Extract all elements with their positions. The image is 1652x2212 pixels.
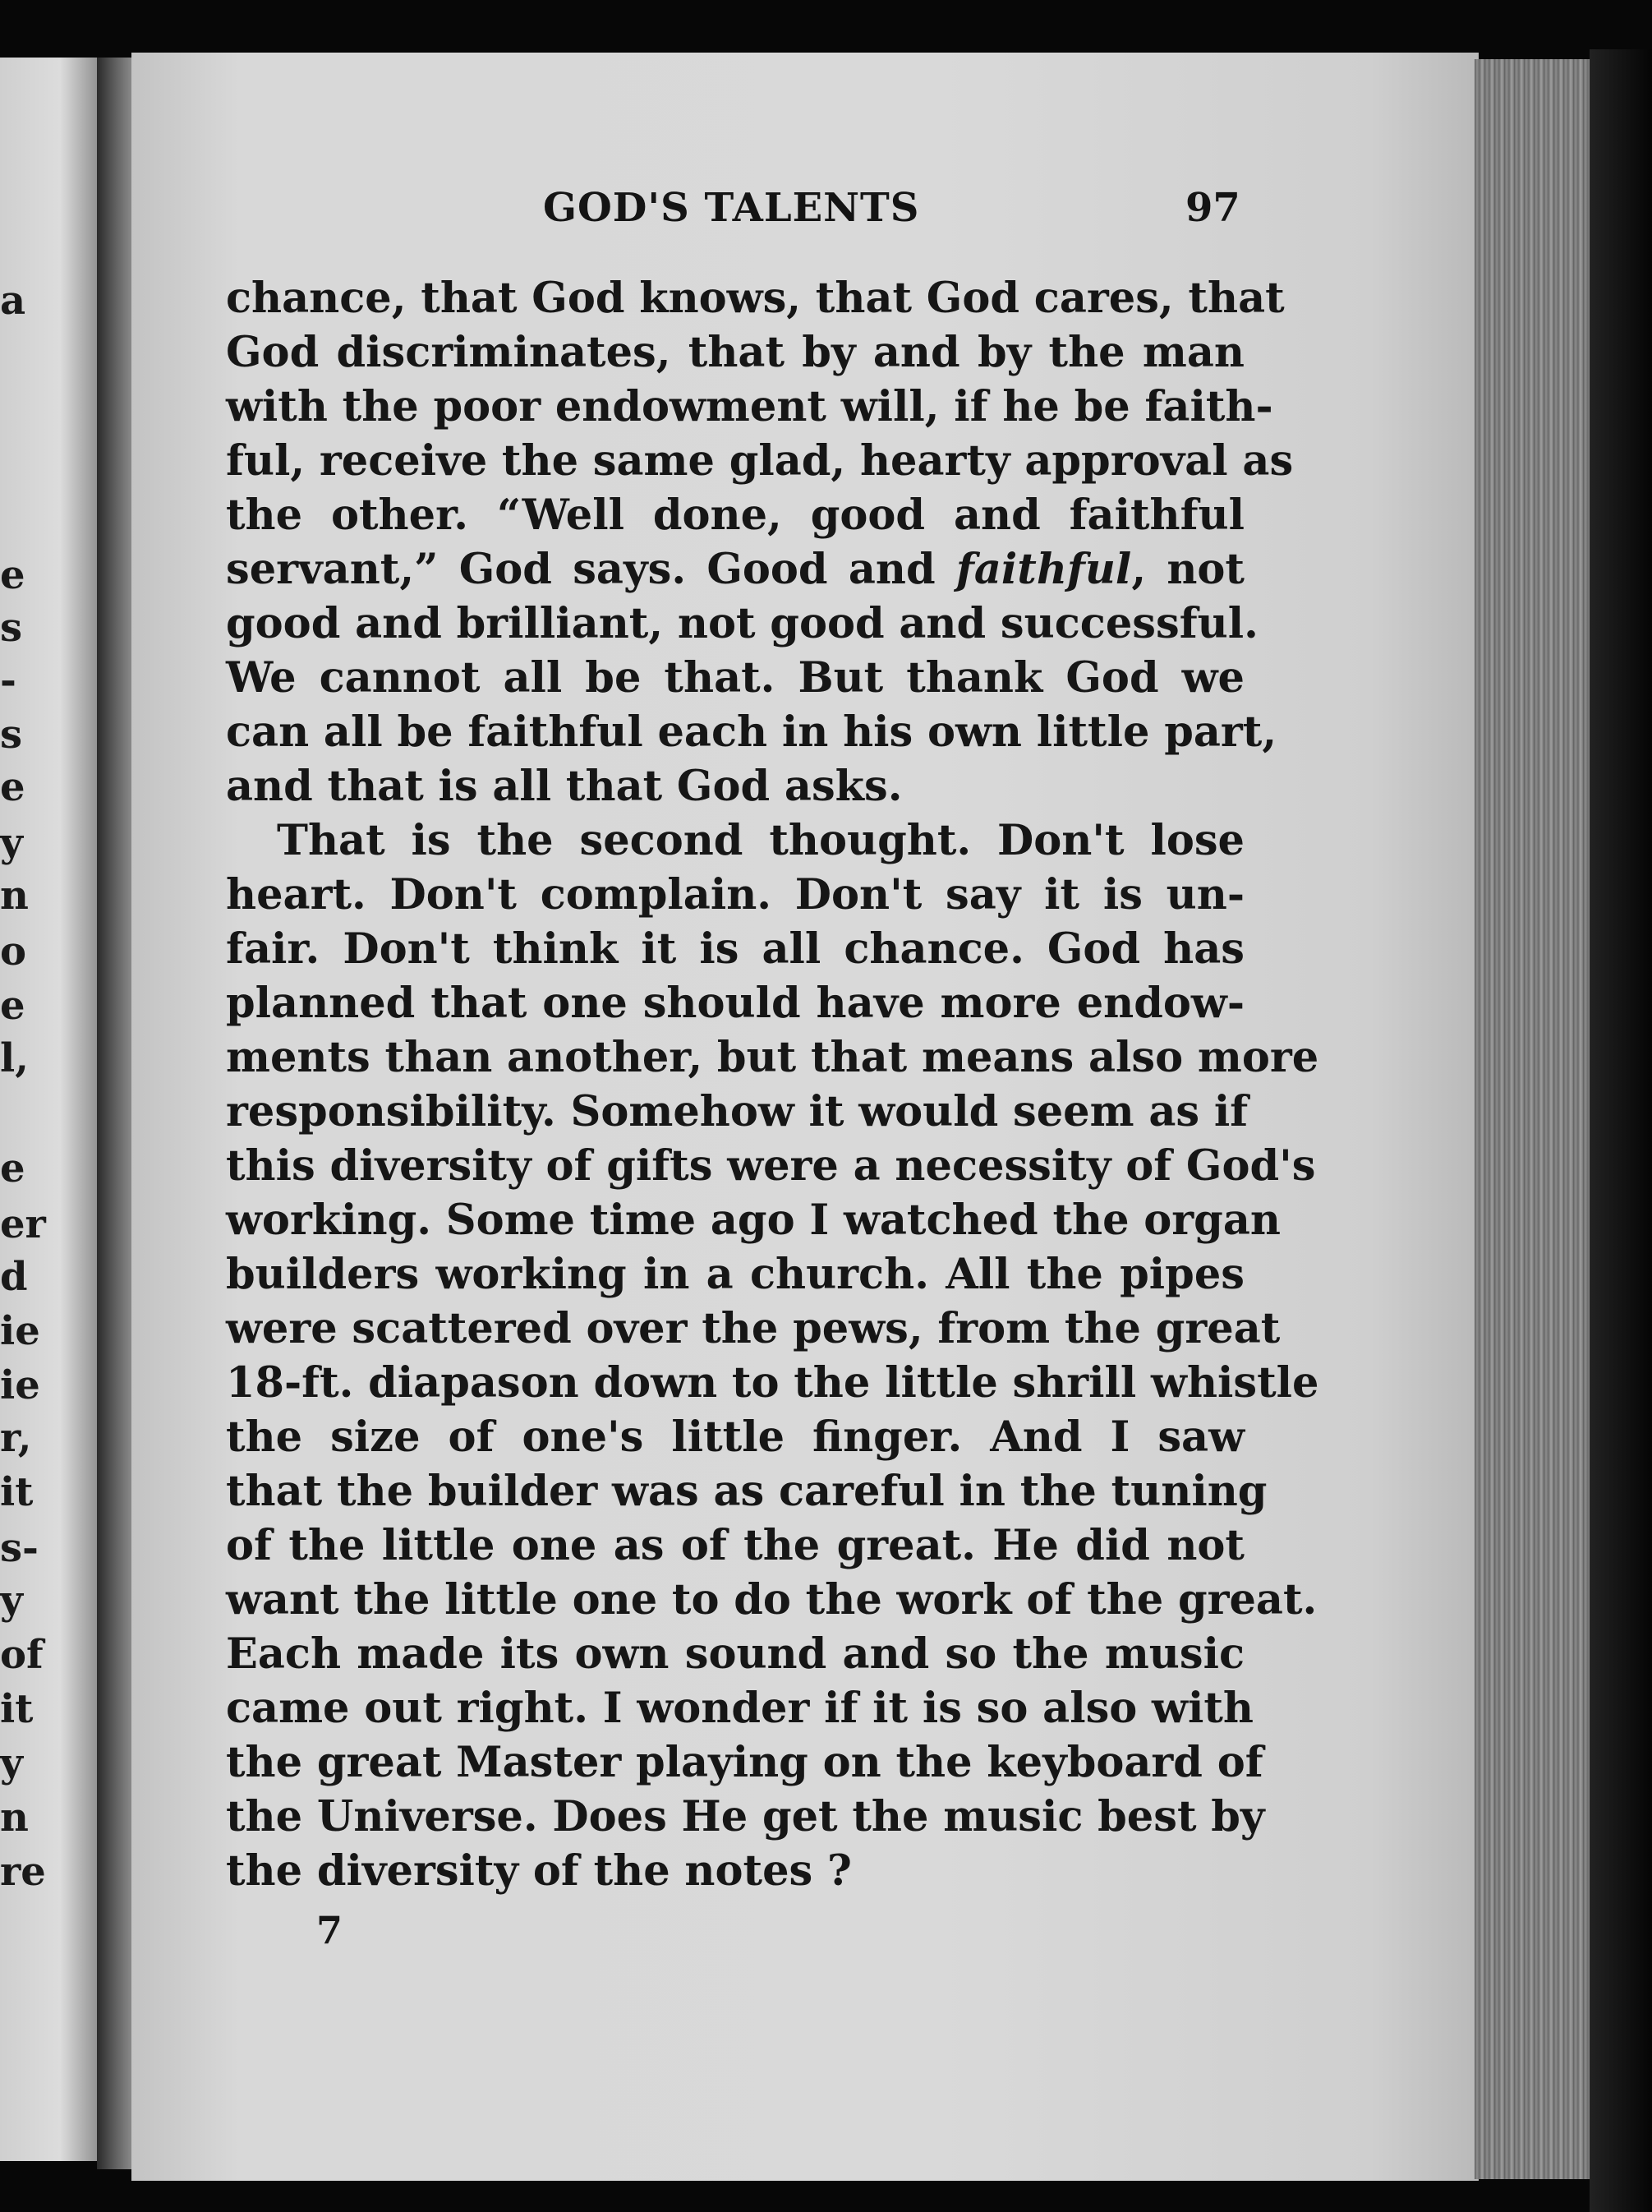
text-line-paragraph-end: and that is all that God asks. (226, 762, 903, 811)
facing-page-fragment: e (0, 552, 25, 598)
facing-page-fragment: ie (0, 1362, 40, 1408)
text-line: that the builder was as careful in the tuning (226, 1467, 1268, 1516)
facing-page-edge (0, 58, 100, 2161)
text-line: with the poor endowment will, if he be faith- (226, 382, 1273, 431)
facing-page-fragment: of (0, 1632, 44, 1678)
facing-page-fragment: r, (0, 1415, 32, 1461)
facing-page-fragment: e (0, 1145, 25, 1191)
signature-mark: 7 (316, 1908, 343, 1952)
text-line: chance, that God knows, that God cares, that (226, 274, 1285, 323)
text-line-paragraph-start: That is the second thought. Don't lose (277, 816, 1245, 865)
facing-page-fragment: re (0, 1849, 46, 1895)
facing-page-fragment: s (0, 712, 23, 758)
text-line: builders working in a church. All the pipes (226, 1250, 1245, 1299)
text-line: We cannot all be that. But thank God we (226, 653, 1245, 703)
text-line: working. Some time ago I watched the organ (226, 1196, 1281, 1245)
text-line: ments than another, but that means also more (226, 1033, 1319, 1082)
text-line: can all be faithful each in his own little part, (226, 707, 1277, 757)
facing-page-fragment: s- (0, 1525, 39, 1571)
text-line: of the little one as of the great. He did not (226, 1521, 1245, 1570)
text-line: Each made its own sound and so the music (226, 1629, 1245, 1679)
text-line: the great Master playing on the keyboard of (226, 1738, 1263, 1787)
text-line: servant,” God says. Good and faithful, not (226, 545, 1245, 594)
facing-page-fragment: a (0, 278, 26, 324)
running-head: GOD'S TALENTS (543, 185, 920, 231)
text-line: want the little one to do the work of the great. (226, 1575, 1318, 1624)
text-line: heart. Don't complain. Don't say it is un- (226, 870, 1245, 919)
text-line: responsibility. Somehow it would seem as if (226, 1087, 1249, 1136)
text-line-paragraph-end: the diversity of the notes ? (226, 1846, 852, 1896)
facing-page-fragment: y (0, 820, 23, 866)
page-number: 97 (1185, 185, 1240, 231)
text-line: good and brilliant, not good and successful. (226, 599, 1259, 648)
page-edges-shadow (1590, 49, 1652, 2212)
facing-page-fragment: er (0, 1201, 46, 1247)
text-line: God discriminates, that by and by the man (226, 328, 1245, 377)
facing-page-fragment: ie (0, 1308, 40, 1354)
facing-page-fragment: it (0, 1469, 34, 1515)
text-line: fair. Don't think it is all chance. God has (226, 924, 1245, 974)
page-edges (1475, 59, 1590, 2179)
text-line: the Universe. Does He get the music best by (226, 1792, 1265, 1841)
facing-page-fragment: y (0, 1578, 23, 1624)
facing-page-fragment: n (0, 873, 29, 919)
text-line: ful, receive the same glad, hearty approval as (226, 436, 1294, 486)
facing-page-fragment: e (0, 764, 25, 810)
text-line: 18-ft. diapason down to the little shrill whistle (226, 1358, 1319, 1408)
facing-page-fragment: o (0, 929, 27, 975)
text-line: the other. “Well done, good and faithful (226, 491, 1245, 540)
facing-page-fragment: n (0, 1795, 29, 1841)
facing-page-fragment: - (0, 657, 16, 703)
facing-page-fragment: l, (0, 1035, 29, 1081)
facing-page-fragment: it (0, 1686, 34, 1732)
facing-page-fragment: s (0, 605, 23, 651)
text-line: came out right. I wonder if it is so also with (226, 1684, 1254, 1733)
facing-page-fragment: e (0, 983, 25, 1029)
text-line: planned that one should have more endow- (226, 979, 1245, 1028)
facing-page-fragment: d (0, 1254, 28, 1300)
emphasized-word: faithful (955, 545, 1132, 594)
text-line: the size of one's little finger. And I saw (226, 1412, 1245, 1462)
text-line: were scattered over the pews, from the great (226, 1304, 1281, 1353)
text-line: this diversity of gifts were a necessity of God's (226, 1141, 1316, 1191)
facing-page-fragment: y (0, 1740, 23, 1786)
body-text (226, 271, 1319, 1898)
